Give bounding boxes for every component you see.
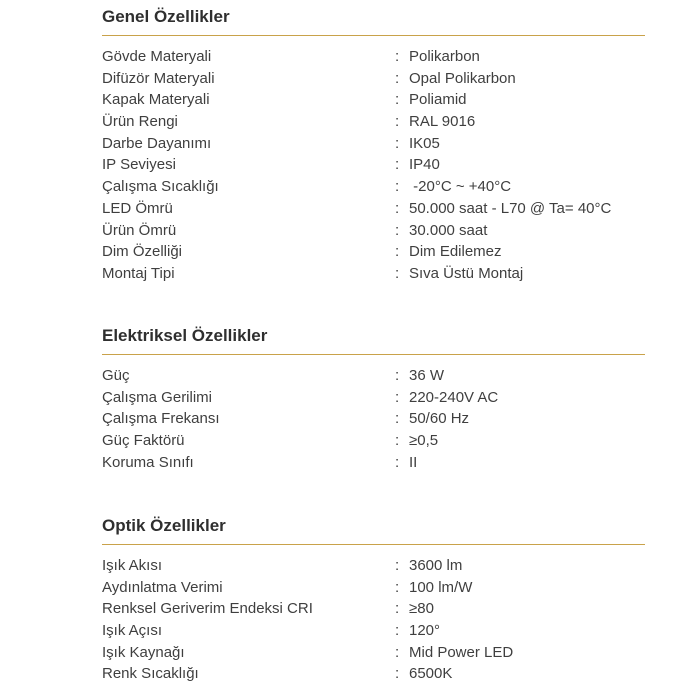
spec-list-electrical (102, 365, 645, 473)
spec-separator: : (395, 199, 400, 217)
spec-value: 50/60 Hz (409, 410, 470, 428)
spec-label: Işık Akısı (102, 557, 163, 574)
spec-separator: : (395, 367, 400, 384)
spec-separator: : (395, 557, 400, 574)
spec-row (102, 452, 645, 474)
spec-label: Montaj Tipi (102, 264, 175, 282)
spec-separator: : (395, 69, 400, 87)
spec-row (102, 154, 645, 176)
spec-value: IK05 (409, 134, 440, 152)
spec-label: Difüzör Materyali (102, 69, 215, 87)
spec-separator: : (395, 410, 400, 428)
spec-label: IP Seviyesi (102, 156, 176, 174)
spec-separator: : (395, 243, 400, 261)
spec-row (102, 642, 645, 664)
spec-value: II (409, 453, 418, 471)
spec-label: Koruma Sınıfı (102, 453, 194, 471)
spec-value: Opal Polikarbon (409, 69, 516, 87)
spec-separator: : (395, 91, 400, 109)
spec-row (102, 555, 645, 577)
spec-label: LED Ömrü (102, 199, 173, 217)
spec-label: Ürün Rengi (102, 113, 178, 131)
spec-value: Poliamid (409, 91, 467, 109)
spec-value: 6500K (409, 665, 453, 683)
spec-separator: : (395, 156, 400, 174)
spec-row (102, 111, 645, 133)
spec-value: Mid Power LED (409, 643, 514, 661)
spec-row (102, 430, 645, 452)
spec-separator: : (395, 264, 400, 282)
spec-label: Darbe Dayanımı (102, 134, 212, 152)
spec-label: Gövde Materyali (102, 48, 212, 65)
spec-separator: : (395, 134, 400, 152)
spec-value: 100 lm/W (409, 578, 473, 596)
spec-row (102, 577, 645, 599)
spec-separator: : (395, 388, 400, 406)
spec-value: Polikarbon (409, 48, 480, 65)
spec-value: Dim Edilemez (409, 243, 502, 261)
spec-value: ≥80 (409, 600, 434, 618)
spec-label: Ürün Ömrü (102, 221, 177, 239)
spec-value: Sıva Üstü Montaj (409, 264, 524, 282)
spec-row (102, 620, 645, 642)
spec-separator: : (395, 622, 400, 640)
spec-label: Işık Açısı (102, 622, 163, 640)
section-optical (102, 515, 645, 685)
spec-separator: : (395, 600, 400, 618)
spec-row (102, 263, 645, 285)
section-general (102, 6, 645, 285)
spec-row (102, 241, 645, 263)
spec-separator: : (395, 113, 400, 131)
spec-label: Çalışma Sıcaklığı (102, 178, 219, 196)
spec-label: Çalışma Gerilimi (102, 388, 213, 406)
section-title-optical: Optik Özellikler (102, 515, 645, 545)
spec-label: Renk Sıcaklığı (102, 665, 199, 683)
section-title-general: Genel Özellikler (102, 6, 645, 36)
section-title-electrical: Elektriksel Özellikler (102, 325, 645, 355)
spec-value: 36 W (409, 367, 445, 384)
spec-separator: : (395, 432, 400, 450)
spec-list-optical (102, 555, 645, 685)
spec-separator: : (395, 48, 400, 65)
spec-row (102, 198, 645, 220)
section-electrical (102, 325, 645, 473)
spec-label: Güç Faktörü (102, 432, 185, 450)
spec-value: 3600 lm (409, 557, 463, 574)
spec-row (102, 133, 645, 155)
spec-label: Güç (102, 367, 130, 384)
spec-value: 120° (409, 622, 441, 640)
spec-value: RAL 9016 (409, 113, 476, 131)
spec-separator: : (395, 453, 400, 471)
spec-value: 220-240V AC (409, 388, 499, 406)
spec-value: 30.000 saat (409, 221, 488, 239)
spec-label: Dim Özelliği (102, 243, 183, 261)
spec-row (102, 598, 645, 620)
spec-list-general (102, 46, 645, 285)
spec-separator: : (395, 665, 400, 683)
spec-row (102, 220, 645, 242)
spec-row (102, 663, 645, 685)
spec-label: Renksel Geriverim Endeksi CRI (102, 600, 313, 618)
spec-value: 50.000 saat - L70 @ Ta= 40°C (409, 199, 612, 217)
spec-row (102, 176, 645, 198)
spec-row (102, 46, 645, 68)
spec-separator: : (395, 221, 400, 239)
spec-value: ≥0,5 (409, 432, 439, 450)
spec-label: Kapak Materyali (102, 91, 210, 109)
spec-value: -20°C ~ +40°C (409, 178, 512, 196)
spec-row (102, 408, 645, 430)
spec-label: Işık Kaynağı (102, 643, 185, 661)
spec-label: Aydınlatma Verimi (102, 578, 223, 596)
spec-separator: : (395, 643, 400, 661)
spec-separator: : (395, 178, 400, 196)
spec-row (102, 365, 645, 387)
spec-label: Çalışma Frekansı (102, 410, 220, 428)
spec-row (102, 89, 645, 111)
spec-value: IP40 (409, 156, 440, 174)
spec-separator: : (395, 578, 400, 596)
spec-row (102, 387, 645, 409)
spec-row (102, 68, 645, 90)
